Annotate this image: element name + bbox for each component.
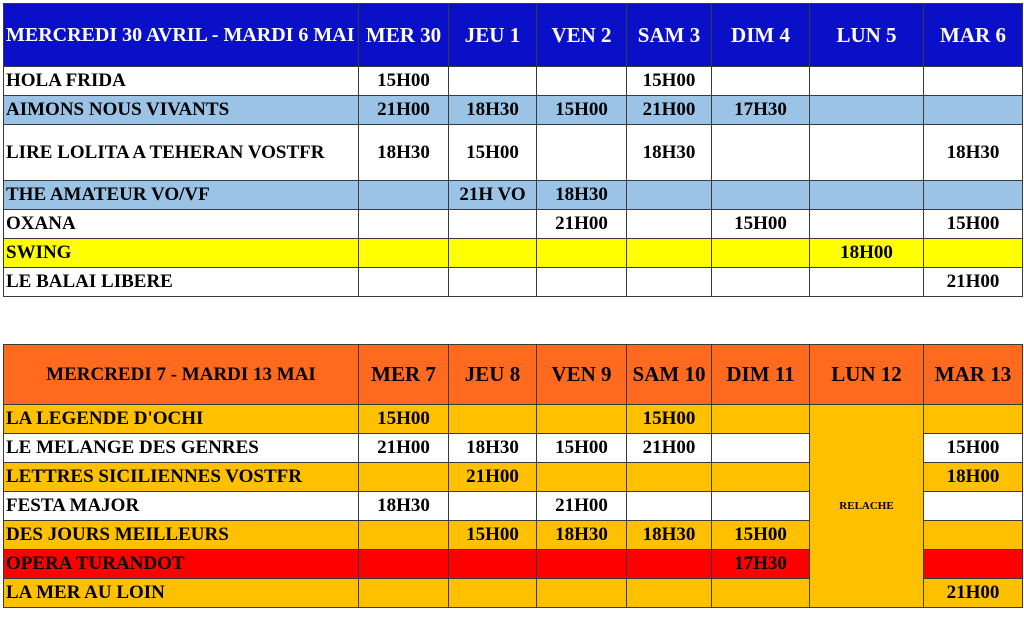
showtime-cell bbox=[924, 181, 1023, 210]
showtime-cell: 18H30 bbox=[627, 521, 712, 550]
showtime-cell: 15H00 bbox=[449, 125, 537, 181]
showtime-cell bbox=[359, 579, 449, 608]
showtime-cell bbox=[537, 579, 627, 608]
showtime-cell bbox=[449, 492, 537, 521]
film-title: LE BALAI LIBERE bbox=[4, 268, 359, 297]
showtime-cell bbox=[537, 125, 627, 181]
showtime-cell bbox=[359, 521, 449, 550]
day-header: DIM 11 bbox=[712, 345, 810, 405]
showtime-cell: 21H00 bbox=[537, 210, 627, 239]
day-header: MER 7 bbox=[359, 345, 449, 405]
showtime-cell: 18H30 bbox=[449, 96, 537, 125]
showtime-cell bbox=[359, 463, 449, 492]
showtime-cell bbox=[627, 239, 712, 268]
week-1-header-row bbox=[4, 4, 1023, 67]
film-row bbox=[4, 239, 1023, 268]
film-title: HOLA FRIDA bbox=[4, 67, 359, 96]
showtime-cell: 21H00 bbox=[359, 96, 449, 125]
showtime-cell bbox=[712, 405, 810, 434]
showtime-cell bbox=[924, 550, 1023, 579]
showtime-cell bbox=[627, 492, 712, 521]
showtime-cell bbox=[627, 463, 712, 492]
day-header: MAR 13 bbox=[924, 345, 1023, 405]
showtime-cell: 21H00 bbox=[627, 96, 712, 125]
week-2-title: MERCREDI 7 - MARDI 13 MAI bbox=[4, 345, 359, 405]
showtime-cell: 15H00 bbox=[449, 521, 537, 550]
showtime-cell bbox=[359, 268, 449, 297]
showtime-cell: 18H30 bbox=[359, 125, 449, 181]
day-header: SAM 10 bbox=[627, 345, 712, 405]
week-1-title: MERCREDI 30 AVRIL - MARDI 6 MAI bbox=[4, 4, 359, 67]
film-title: THE AMATEUR VO/VF bbox=[4, 181, 359, 210]
showtime-cell bbox=[449, 579, 537, 608]
showtime-cell bbox=[449, 239, 537, 268]
showtime-cell bbox=[810, 125, 924, 181]
schedule-week-1 bbox=[3, 3, 1023, 297]
showtime-cell: 15H00 bbox=[712, 210, 810, 239]
showtime-cell: 18H30 bbox=[537, 521, 627, 550]
film-title: FESTA MAJOR bbox=[4, 492, 359, 521]
showtime-cell bbox=[712, 434, 810, 463]
showtime-cell: 18H30 bbox=[449, 434, 537, 463]
showtime-cell: 21H00 bbox=[627, 434, 712, 463]
day-header: MER 30 bbox=[359, 4, 449, 67]
showtime-cell bbox=[810, 210, 924, 239]
showtime-cell bbox=[810, 268, 924, 297]
showtime-cell bbox=[924, 405, 1023, 434]
showtime-cell: 21H00 bbox=[449, 463, 537, 492]
showtime-cell bbox=[924, 239, 1023, 268]
showtime-cell bbox=[449, 405, 537, 434]
showtime-cell bbox=[627, 268, 712, 297]
showtime-cell bbox=[712, 463, 810, 492]
film-row bbox=[4, 405, 1023, 434]
showtime-cell: 15H00 bbox=[537, 434, 627, 463]
showtime-cell bbox=[712, 268, 810, 297]
showtime-cell bbox=[537, 405, 627, 434]
showtime-cell bbox=[924, 67, 1023, 96]
day-header: SAM 3 bbox=[627, 4, 712, 67]
showtime-cell bbox=[712, 579, 810, 608]
film-title: OXANA bbox=[4, 210, 359, 239]
day-header: JEU 1 bbox=[449, 4, 537, 67]
showtime-cell: 21H00 bbox=[924, 268, 1023, 297]
showtime-cell bbox=[627, 210, 712, 239]
showtime-cell: 15H00 bbox=[712, 521, 810, 550]
film-title: LE MELANGE DES GENRES bbox=[4, 434, 359, 463]
showtime-cell bbox=[810, 67, 924, 96]
showtime-cell bbox=[924, 96, 1023, 125]
showtime-cell: 21H00 bbox=[924, 579, 1023, 608]
film-title: DES JOURS MEILLEURS bbox=[4, 521, 359, 550]
showtime-cell: 17H30 bbox=[712, 550, 810, 579]
showtime-cell: 15H00 bbox=[537, 96, 627, 125]
showtime-cell bbox=[449, 268, 537, 297]
film-row bbox=[4, 181, 1023, 210]
film-title: AIMONS NOUS VIVANTS bbox=[4, 96, 359, 125]
showtime-cell bbox=[810, 96, 924, 125]
showtime-cell: 21H VO bbox=[449, 181, 537, 210]
day-header: VEN 9 bbox=[537, 345, 627, 405]
showtime-cell: 17H30 bbox=[712, 96, 810, 125]
showtime-cell bbox=[810, 181, 924, 210]
showtime-cell bbox=[537, 550, 627, 579]
showtime-cell bbox=[712, 67, 810, 96]
showtime-cell bbox=[537, 239, 627, 268]
showtime-cell bbox=[924, 521, 1023, 550]
showtime-cell: 15H00 bbox=[924, 210, 1023, 239]
day-header: LUN 12 bbox=[810, 345, 924, 405]
showtime-cell: 18H30 bbox=[627, 125, 712, 181]
showtime-cell bbox=[627, 579, 712, 608]
film-title: LA MER AU LOIN bbox=[4, 579, 359, 608]
showtime-cell bbox=[712, 181, 810, 210]
showtime-cell bbox=[359, 550, 449, 579]
showtime-cell bbox=[449, 210, 537, 239]
showtime-cell: 18H30 bbox=[359, 492, 449, 521]
showtime-cell bbox=[712, 125, 810, 181]
showtime-cell bbox=[359, 210, 449, 239]
week-2-header-row bbox=[4, 345, 1023, 405]
film-title: LIRE LOLITA A TEHERAN VOSTFR bbox=[4, 125, 359, 181]
showtime-cell bbox=[359, 239, 449, 268]
film-row bbox=[4, 96, 1023, 125]
film-row bbox=[4, 268, 1023, 297]
showtime-cell: 15H00 bbox=[627, 405, 712, 434]
showtime-cell: 21H00 bbox=[359, 434, 449, 463]
showtime-cell bbox=[359, 181, 449, 210]
film-title: LETTRES SICILIENNES VOSTFR bbox=[4, 463, 359, 492]
day-header: JEU 8 bbox=[449, 345, 537, 405]
relache-cell: RELACHE bbox=[810, 405, 924, 608]
showtime-cell bbox=[627, 181, 712, 210]
film-title: SWING bbox=[4, 239, 359, 268]
showtime-cell bbox=[712, 492, 810, 521]
showtime-cell: 15H00 bbox=[359, 67, 449, 96]
day-header: VEN 2 bbox=[537, 4, 627, 67]
showtime-cell: 18H00 bbox=[810, 239, 924, 268]
showtime-cell bbox=[627, 550, 712, 579]
showtime-cell bbox=[537, 67, 627, 96]
day-header: LUN 5 bbox=[810, 4, 924, 67]
day-header: DIM 4 bbox=[712, 4, 810, 67]
showtime-cell bbox=[449, 550, 537, 579]
showtime-cell bbox=[924, 492, 1023, 521]
showtime-cell bbox=[537, 463, 627, 492]
showtime-cell bbox=[712, 239, 810, 268]
showtime-cell: 15H00 bbox=[627, 67, 712, 96]
showtime-cell: 15H00 bbox=[359, 405, 449, 434]
showtime-cell: 15H00 bbox=[924, 434, 1023, 463]
film-row bbox=[4, 210, 1023, 239]
day-header: MAR 6 bbox=[924, 4, 1023, 67]
showtime-cell: 18H30 bbox=[537, 181, 627, 210]
showtime-cell: 18H00 bbox=[924, 463, 1023, 492]
film-row bbox=[4, 125, 1023, 181]
film-title: LA LEGENDE D'OCHI bbox=[4, 405, 359, 434]
showtime-cell bbox=[449, 67, 537, 96]
schedule-week-2 bbox=[3, 344, 1023, 608]
film-title: OPERA TURANDOT bbox=[4, 550, 359, 579]
film-row bbox=[4, 67, 1023, 96]
showtime-cell: 18H30 bbox=[924, 125, 1023, 181]
showtime-cell bbox=[537, 268, 627, 297]
showtime-cell: 21H00 bbox=[537, 492, 627, 521]
